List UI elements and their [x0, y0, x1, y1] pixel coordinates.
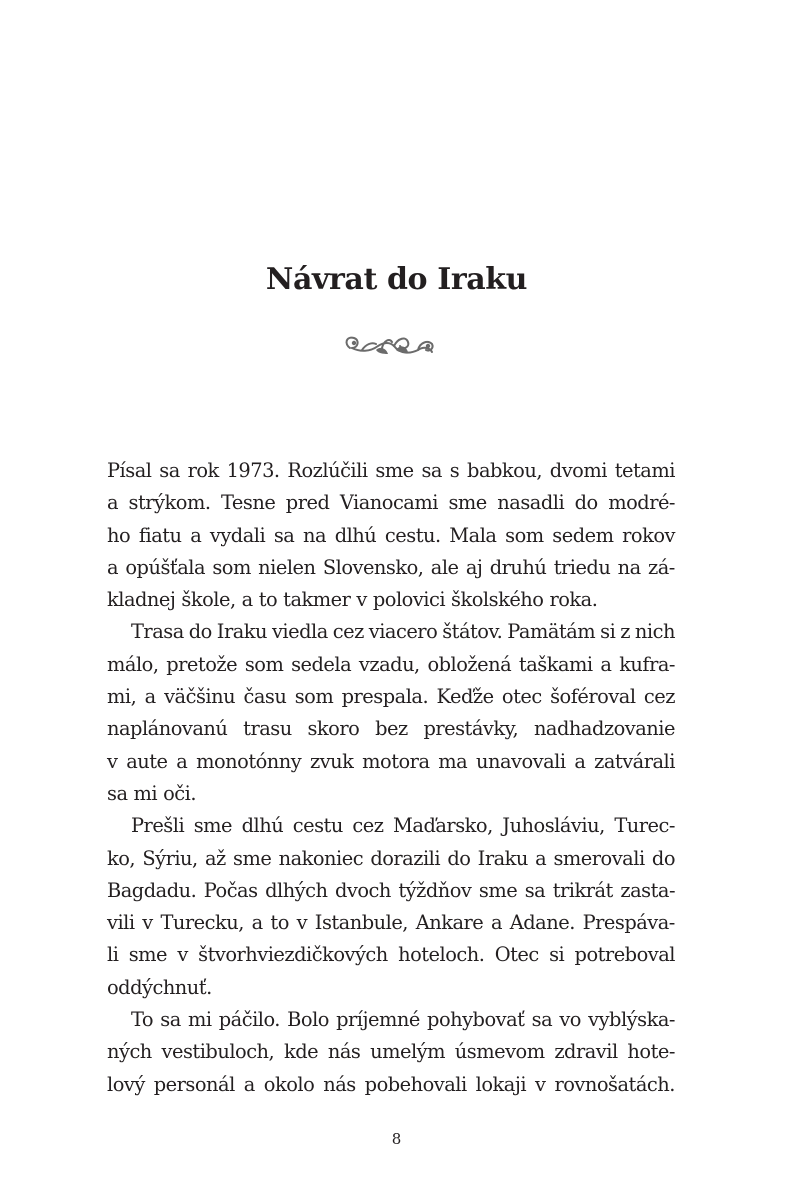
paragraph: [107, 810, 675, 1004]
text-line: Trasa do Iraku viedla cez viacero štátov. Pamätám si z nich: [131, 620, 675, 644]
text-line: a strýkom. Tesne pred Vianocami sme nasadli do modré-: [107, 491, 675, 515]
text-line: lový personál a okolo nás pobehovali lokaji v rovnošatách.: [107, 1072, 675, 1096]
flourish-ornament-icon: [336, 326, 440, 366]
text-line: ných vestibuloch, kde nás umelým úsmevom zdravil hote-: [107, 1040, 675, 1064]
paragraph: [107, 455, 675, 616]
text-line: a opúšťala som nielen Slovensko, ale aj druhú triedu na zá-: [107, 555, 675, 579]
text-line: Písal sa rok 1973. Rozlúčili sme sa s babkou, dvomi tetami: [107, 459, 675, 482]
text-line: To sa mi páčilo. Bolo príjemné pohybovať sa vo vyblýska-: [131, 1008, 675, 1032]
chapter-title: Návrat do Iraku: [265, 262, 528, 297]
text-line: ko, Sýriu, až sme nakoniec dorazili do Iraku a smerovali do: [107, 846, 675, 870]
text-line: Prešli sme dlhú cestu cez Maďarsko, Juhosláviu, Turec-: [131, 814, 675, 838]
text-line: li sme v štvorhviezdičkových hoteloch. Otec si potreboval: [107, 943, 675, 967]
text-line: Bagdadu. Počas dlhých dvoch týždňov sme sa trikrát zasta-: [107, 878, 675, 902]
text-line: v aute a monotónny zvuk motora ma unavovali a zatvárali: [107, 749, 675, 773]
text-line: ho fiatu a vydali sa na dlhú cestu. Mala som sedem rokov: [107, 523, 675, 547]
text-line: oddýchnuť.: [107, 975, 212, 999]
text-line: naplánovanú trasu skoro bez prestávky, nadhadzovanie: [107, 717, 675, 741]
text-line: kladnej škole, a to takmer v polovici školského roka.: [107, 588, 598, 612]
body-text: [107, 455, 675, 1101]
text-line: vili v Turecku, a to v Istanbule, Ankare a Adane. Prespáva-: [107, 911, 675, 935]
text-line: málo, pretože som sedela vzadu, obložená taškami a kufra-: [107, 652, 675, 676]
text-line: sa mi oči.: [107, 781, 197, 805]
paragraph: [107, 1004, 675, 1101]
paragraph: [107, 616, 675, 810]
page-number: 8: [391, 1130, 402, 1148]
text-line: mi, a väčšinu času som prespala. Keďže otec šoféroval cez: [107, 685, 675, 709]
